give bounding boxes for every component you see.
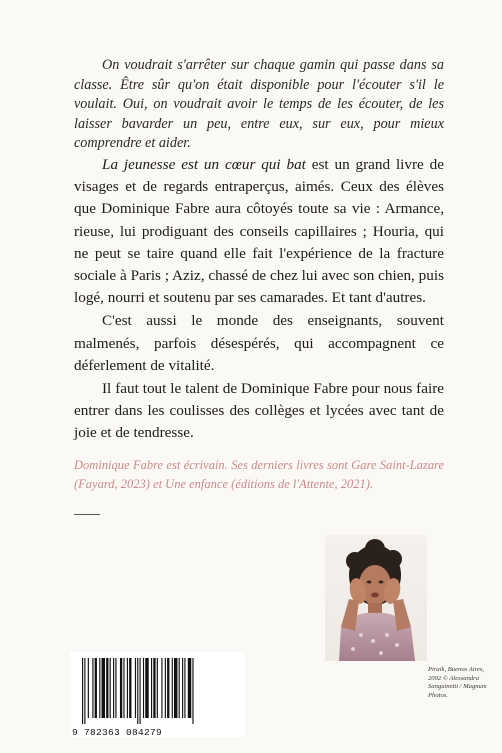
divider-rule — [74, 514, 100, 515]
barcode-bars — [80, 658, 236, 724]
photo-credit: Piraik, Buenos Aires, 2002 © Alessandra Sanguinetti / Magnum Photos. — [428, 666, 487, 699]
summary-paragraph-1-text: est un grand livre de visages et de regards entraperçus, aimés. Ceux des élèves que Dominique Fabre aura côtoyés toute sa vie : Armance, rieuse, lui prodiguant des conseils capillaires ; Houria, qui ne peut se taire quand elle fait l'expérience de la fracture sociale à Paris ; Aziz, chassé de chez lui avec son chien, puis logé, nourri et soutenu par ses camarades. Et tant d'autres. — [74, 156, 444, 307]
summary-text — [74, 154, 444, 445]
cover-photo — [325, 535, 427, 661]
summary-paragraph-2: C'est aussi le monde des enseignants, souvent malmenés, parfois désespérés, qui accompagnent ce déferlement de vitalité. — [74, 312, 444, 374]
author-bio: Dominique Fabre est écrivain. Ses derniers livres sont Gare Saint-Lazare (Fayard, 2023) et Une enfance (éditions de l'Attente, 2021). — [74, 458, 444, 491]
book-title: La jeunesse est un cœur qui bat — [102, 156, 306, 173]
girl-portrait-image — [325, 535, 427, 661]
summary-paragraph-3: Il faut tout le talent de Dominique Fabre pour nous faire entrer dans les coulisses des collèges et lycées avec tant de joie et de tendresse. — [74, 380, 444, 442]
intro-quote: On voudrait s'arrêter sur chaque gamin qui passe dans sa classe. Être sûr qu'on était disponible pour l'écouter s'il le voulait. Oui, on voudrait avoir le temps de les écouter, de les laisser bavarder un peu, entre eux, sur eux, pour mieux comprendre et aider. — [74, 57, 444, 151]
isbn-barcode — [70, 652, 245, 737]
isbn-number: 9 782363 084279 — [72, 727, 163, 738]
summary-paragraph-1 — [74, 154, 444, 309]
